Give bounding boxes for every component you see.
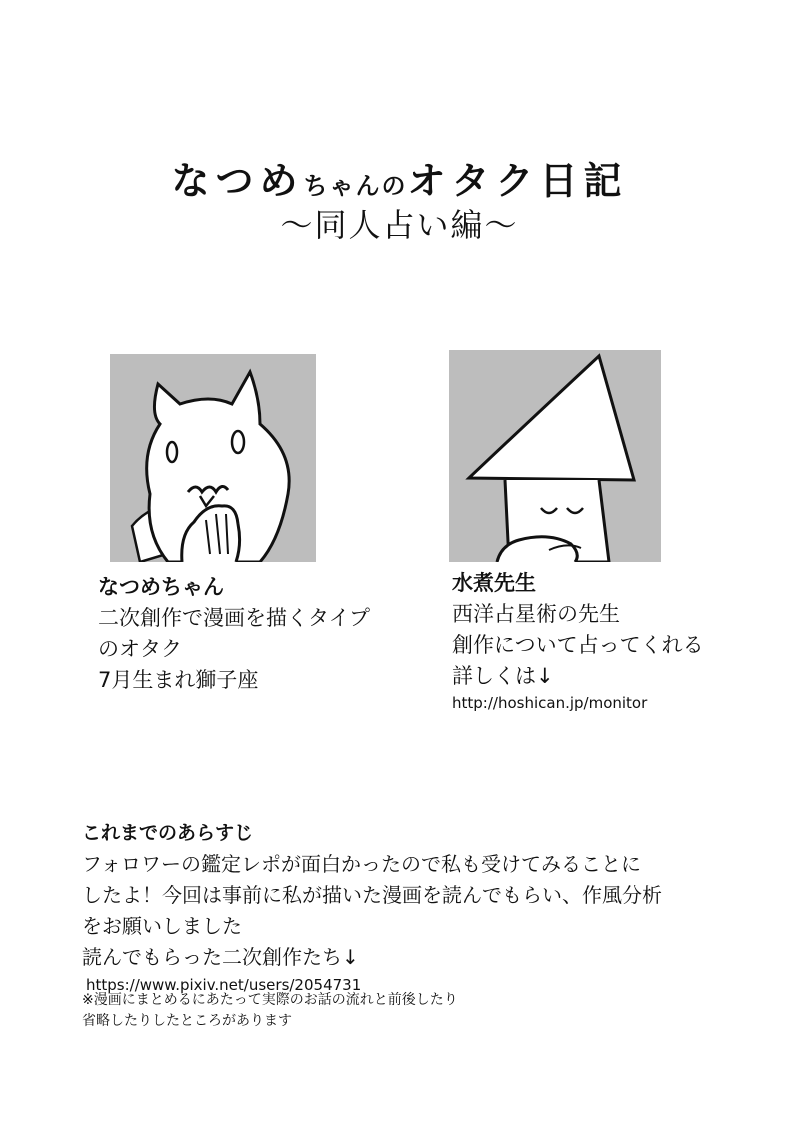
title-part-small: ちゃんの [303,172,408,200]
pixiv-url-link[interactable]: https://www.pixiv.net/users/2054731 [86,976,362,994]
cat-character-portrait [110,354,316,562]
profile-line: 7月生まれ獅子座 [98,668,259,692]
synopsis-line: をお願いしました [82,914,242,938]
character-profile-mizuni [452,568,704,714]
footnote-line: ※漫画にまとめるにあたって実際のお話の流れと前後したり [82,992,458,1008]
profile-line: 西洋占星術の先生 [452,602,620,626]
squid-character-portrait [449,350,661,562]
footnote [82,990,458,1032]
synopsis-line: 読んでもらった二次創作たち↓ [82,945,359,969]
profile-line: 詳しくは↓ [452,664,554,688]
character-profile-natsume [98,572,370,696]
profile-line: のオタク [98,637,182,661]
title-part-2: オタク日記 [407,159,628,203]
synopsis-section [82,818,662,997]
synopsis-line: フォロワーの鑑定レポが面白かったので私も受けてみることに [82,852,641,876]
title-part-1: なつめ [171,159,304,203]
synopsis-line: したよ！今回は事前に私が描いた漫画を読んでもらい、作風分析 [82,883,662,907]
cat-character-icon [110,354,316,562]
character-name: なつめちゃん [98,575,224,599]
footnote-line: 省略したりしたところがあります [82,1013,292,1029]
squid-character-icon [449,350,661,562]
profile-line: 二次創作で漫画を描くタイプ [98,606,370,630]
synopsis-heading: これまでのあらすじ [82,822,254,844]
character-name: 水煮先生 [452,571,536,595]
page-subtitle: 〜同人占い編〜 [280,206,519,244]
profile-url-link[interactable]: http://hoshican.jp/monitor [452,694,648,712]
profile-line: 創作について占ってくれる [452,633,704,657]
page-title [0,150,799,205]
